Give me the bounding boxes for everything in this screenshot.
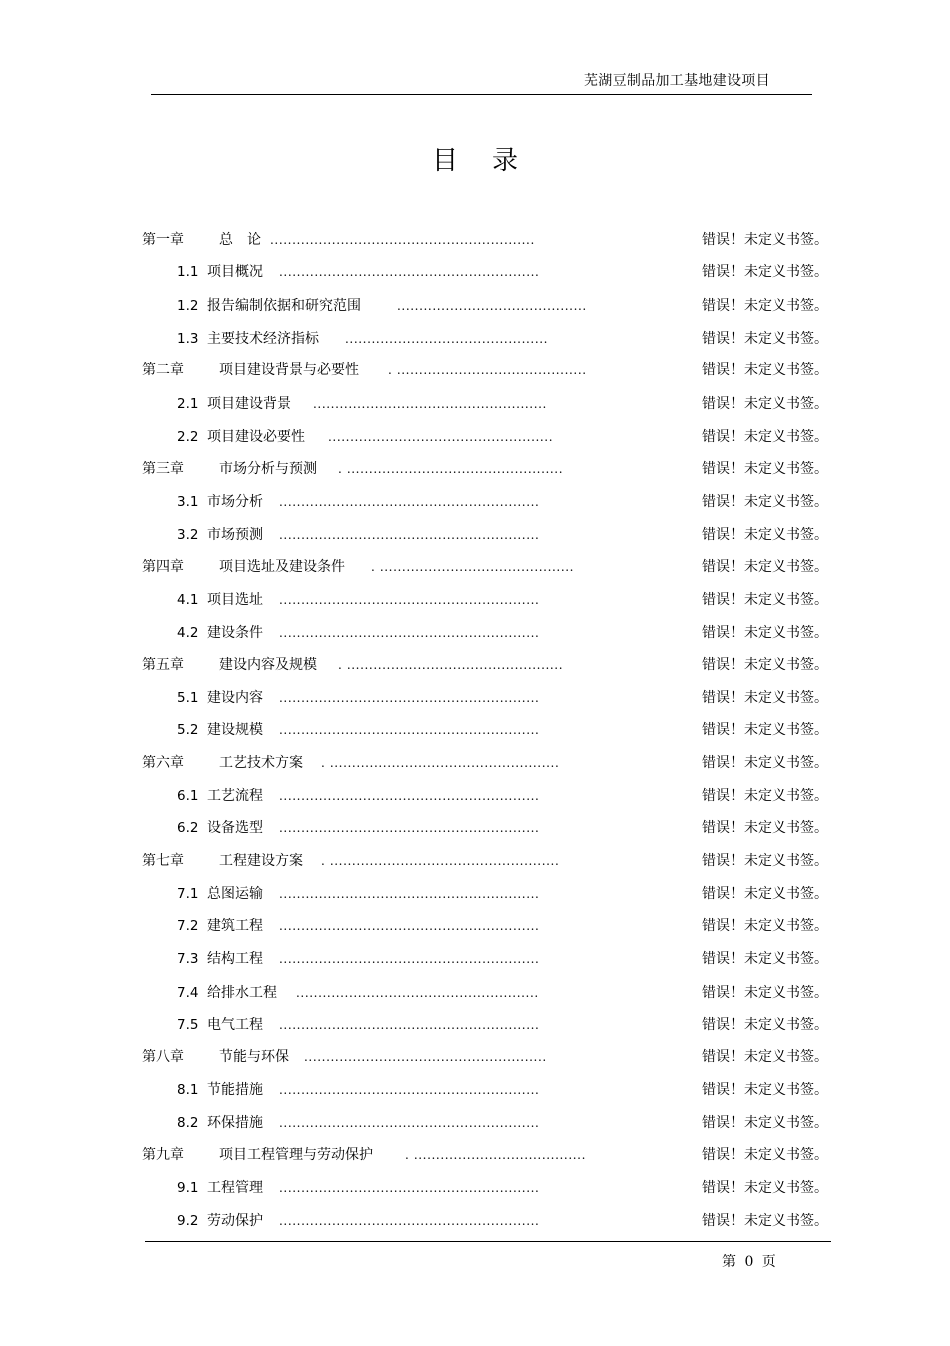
section-number: 7.1 <box>177 886 199 902</box>
dot-leader: . ............................................ <box>371 560 575 574</box>
section-title: 报告编制依据和研究范围 <box>207 298 361 314</box>
page-reference-error: 错误！未定义书签。 <box>702 690 828 706</box>
page-reference-error: 错误！未定义书签。 <box>702 362 828 378</box>
dot-leader: ..................................................... <box>313 397 547 411</box>
dot-leader: ........................................................... <box>279 1181 540 1195</box>
dot-leader: . ....................................... <box>405 1148 586 1162</box>
dot-leader: ........................................................... <box>279 789 540 803</box>
section-number: 1.1 <box>177 264 199 280</box>
page-reference-error: 错误！未定义书签。 <box>702 232 828 248</box>
toc-chapter-row[interactable] <box>0 849 950 873</box>
section-title: 建设规模 <box>207 722 263 738</box>
section-title: 建设条件 <box>207 625 263 641</box>
running-header: 芜湖豆制品加工基地建设项目 <box>584 73 770 89</box>
page-reference-error: 错误！未定义书签。 <box>702 527 828 543</box>
section-title: 项目建设必要性 <box>207 429 305 445</box>
dot-leader: ........................................................... <box>279 1214 540 1228</box>
dot-leader: ............................................................ <box>270 233 535 247</box>
section-title: 劳动保护 <box>207 1213 263 1229</box>
dot-leader: ........................................................... <box>279 265 540 279</box>
section-title: 设备选型 <box>207 820 263 836</box>
toc-section-row[interactable] <box>0 718 950 742</box>
toc-section-row[interactable] <box>0 1176 950 1200</box>
page-reference-error: 错误！未定义书签。 <box>702 429 828 445</box>
page-reference-error: 错误！未定义书签。 <box>702 918 828 934</box>
toc-chapter-row[interactable] <box>0 228 950 252</box>
section-number: 4.2 <box>177 625 199 641</box>
page-reference-error: 错误！未定义书签。 <box>702 788 828 804</box>
dot-leader: ........................................... <box>397 299 587 313</box>
section-title: 电气工程 <box>207 1017 263 1033</box>
chapter-number: 第七章 <box>142 853 184 869</box>
chapter-title: 建设内容及规模 <box>219 657 317 673</box>
dot-leader: ....................................................... <box>296 986 539 1000</box>
page-reference-error: 错误！未定义书签。 <box>702 951 828 967</box>
toc-section-row[interactable] <box>0 260 950 284</box>
chapter-title: 总 论 <box>219 232 261 248</box>
dot-leader: ........................................................... <box>279 626 540 640</box>
toc-section-row[interactable] <box>0 686 950 710</box>
section-number: 9.1 <box>177 1180 199 1196</box>
toc-section-row[interactable] <box>0 947 950 971</box>
dot-leader: ........................................................... <box>279 1116 540 1130</box>
dot-leader: ........................................................... <box>279 495 540 509</box>
toc-section-row[interactable] <box>0 294 950 318</box>
toc-section-row[interactable] <box>0 1111 950 1135</box>
toc-section-row[interactable] <box>0 425 950 449</box>
dot-leader: . .................................................... <box>321 756 560 770</box>
toc-chapter-row[interactable] <box>0 653 950 677</box>
dot-leader: ........................................................... <box>279 723 540 737</box>
section-number: 5.1 <box>177 690 199 706</box>
page-reference-error: 错误！未定义书签。 <box>702 755 828 771</box>
dot-leader: ........................................................... <box>279 528 540 542</box>
dot-leader: . ................................................. <box>338 658 564 672</box>
header-rule <box>151 94 812 95</box>
section-number: 1.3 <box>177 331 199 347</box>
dot-leader: ........................................................... <box>279 691 540 705</box>
dot-leader: ....................................................... <box>304 1050 547 1064</box>
chapter-number: 第四章 <box>142 559 184 575</box>
toc-chapter-row[interactable] <box>0 358 950 382</box>
footer-rule <box>145 1241 831 1242</box>
chapter-title: 市场分析与预测 <box>219 461 317 477</box>
section-title: 市场分析 <box>207 494 263 510</box>
page-reference-error: 错误！未定义书签。 <box>702 886 828 902</box>
toc-title: 目录 <box>431 146 552 176</box>
section-number: 1.2 <box>177 298 199 314</box>
toc-section-row[interactable] <box>0 981 950 1005</box>
chapter-number: 第三章 <box>142 461 184 477</box>
page-reference-error: 错误！未定义书签。 <box>702 1213 828 1229</box>
page-reference-error: 错误！未定义书签。 <box>702 1049 828 1065</box>
toc-section-row[interactable] <box>0 784 950 808</box>
section-number: 2.2 <box>177 429 199 445</box>
section-number: 7.5 <box>177 1017 199 1033</box>
toc-section-row[interactable] <box>0 914 950 938</box>
toc-section-row[interactable] <box>0 392 950 416</box>
dot-leader: ........................................................... <box>279 887 540 901</box>
section-number: 3.1 <box>177 494 199 510</box>
toc-section-row[interactable] <box>0 490 950 514</box>
dot-leader: ........................................................... <box>279 919 540 933</box>
chapter-title: 工艺技术方案 <box>219 755 303 771</box>
page-reference-error: 错误！未定义书签。 <box>702 494 828 510</box>
page-reference-error: 错误！未定义书签。 <box>702 298 828 314</box>
chapter-title: 项目工程管理与劳动保护 <box>219 1147 373 1163</box>
dot-leader: . ................................................. <box>338 462 564 476</box>
dot-leader: ........................................................... <box>279 593 540 607</box>
section-title: 项目建设背景 <box>207 396 291 412</box>
toc-chapter-row[interactable] <box>0 751 950 775</box>
page-reference-error: 错误！未定义书签。 <box>702 461 828 477</box>
page-reference-error: 错误！未定义书签。 <box>702 853 828 869</box>
section-number: 8.1 <box>177 1082 199 1098</box>
dot-leader: . ........................................... <box>388 363 587 377</box>
page-reference-error: 错误！未定义书签。 <box>702 592 828 608</box>
section-number: 8.2 <box>177 1115 199 1131</box>
dot-leader: ........................................................... <box>279 821 540 835</box>
page-reference-error: 错误！未定义书签。 <box>702 1017 828 1033</box>
section-title: 建筑工程 <box>207 918 263 934</box>
page-reference-error: 错误！未定义书签。 <box>702 1147 828 1163</box>
toc-chapter-row[interactable] <box>0 1045 950 1069</box>
section-number: 4.1 <box>177 592 199 608</box>
section-number: 7.3 <box>177 951 199 967</box>
page-reference-error: 错误！未定义书签。 <box>702 396 828 412</box>
page-reference-error: 错误！未定义书签。 <box>702 1180 828 1196</box>
section-number: 6.1 <box>177 788 199 804</box>
page-reference-error: 错误！未定义书签。 <box>702 264 828 280</box>
section-title: 结构工程 <box>207 951 263 967</box>
section-title: 建设内容 <box>207 690 263 706</box>
chapter-number: 第二章 <box>142 362 184 378</box>
page-reference-error: 错误！未定义书签。 <box>702 722 828 738</box>
dot-leader: ........................................................... <box>279 1083 540 1097</box>
section-number: 7.4 <box>177 985 199 1001</box>
section-title: 项目选址 <box>207 592 263 608</box>
section-title: 环保措施 <box>207 1115 263 1131</box>
page-reference-error: 错误！未定义书签。 <box>702 985 828 1001</box>
chapter-title: 节能与环保 <box>219 1049 289 1065</box>
chapter-number: 第一章 <box>142 232 184 248</box>
chapter-number: 第八章 <box>142 1049 184 1065</box>
toc-chapter-row[interactable] <box>0 1143 950 1167</box>
toc-section-row[interactable] <box>0 882 950 906</box>
dot-leader: ........................................................... <box>279 952 540 966</box>
toc-section-row[interactable] <box>0 816 950 840</box>
dot-leader: . .................................................... <box>321 854 560 868</box>
toc-chapter-row[interactable] <box>0 457 950 481</box>
chapter-title: 工程建设方案 <box>219 853 303 869</box>
chapter-title: 项目建设背景与必要性 <box>219 362 359 378</box>
page-reference-error: 错误！未定义书签。 <box>702 657 828 673</box>
chapter-number: 第五章 <box>142 657 184 673</box>
section-number: 5.2 <box>177 722 199 738</box>
toc-section-row[interactable] <box>0 588 950 612</box>
toc-section-row[interactable] <box>0 621 950 645</box>
section-number: 7.2 <box>177 918 199 934</box>
toc-section-row[interactable] <box>0 1013 950 1037</box>
page-reference-error: 错误！未定义书签。 <box>702 625 828 641</box>
page-reference-error: 错误！未定义书签。 <box>702 559 828 575</box>
dot-leader: ........................................................... <box>279 1018 540 1032</box>
section-title: 节能措施 <box>207 1082 263 1098</box>
section-title: 工艺流程 <box>207 788 263 804</box>
page-reference-error: 错误！未定义书签。 <box>702 331 828 347</box>
section-number: 9.2 <box>177 1213 199 1229</box>
toc-section-row[interactable] <box>0 327 950 351</box>
toc-section-row[interactable] <box>0 523 950 547</box>
dot-leader: ................................................... <box>328 430 554 444</box>
section-title: 项目概况 <box>207 264 263 280</box>
toc-chapter-row[interactable] <box>0 555 950 579</box>
section-title: 主要技术经济指标 <box>207 331 319 347</box>
toc-section-row[interactable] <box>0 1209 950 1233</box>
page-reference-error: 错误！未定义书签。 <box>702 1115 828 1131</box>
chapter-number: 第九章 <box>142 1147 184 1163</box>
page-reference-error: 错误！未定义书签。 <box>702 820 828 836</box>
section-title: 总图运输 <box>207 886 263 902</box>
toc-section-row[interactable] <box>0 1078 950 1102</box>
dot-leader: .............................................. <box>345 332 549 346</box>
section-title: 工程管理 <box>207 1180 263 1196</box>
page-number: 第 0 页 <box>722 1254 776 1270</box>
section-number: 2.1 <box>177 396 199 412</box>
section-number: 6.2 <box>177 820 199 836</box>
section-title: 市场预测 <box>207 527 263 543</box>
chapter-title: 项目选址及建设条件 <box>219 559 345 575</box>
chapter-number: 第六章 <box>142 755 184 771</box>
page-reference-error: 错误！未定义书签。 <box>702 1082 828 1098</box>
section-number: 3.2 <box>177 527 199 543</box>
section-title: 给排水工程 <box>207 985 277 1001</box>
